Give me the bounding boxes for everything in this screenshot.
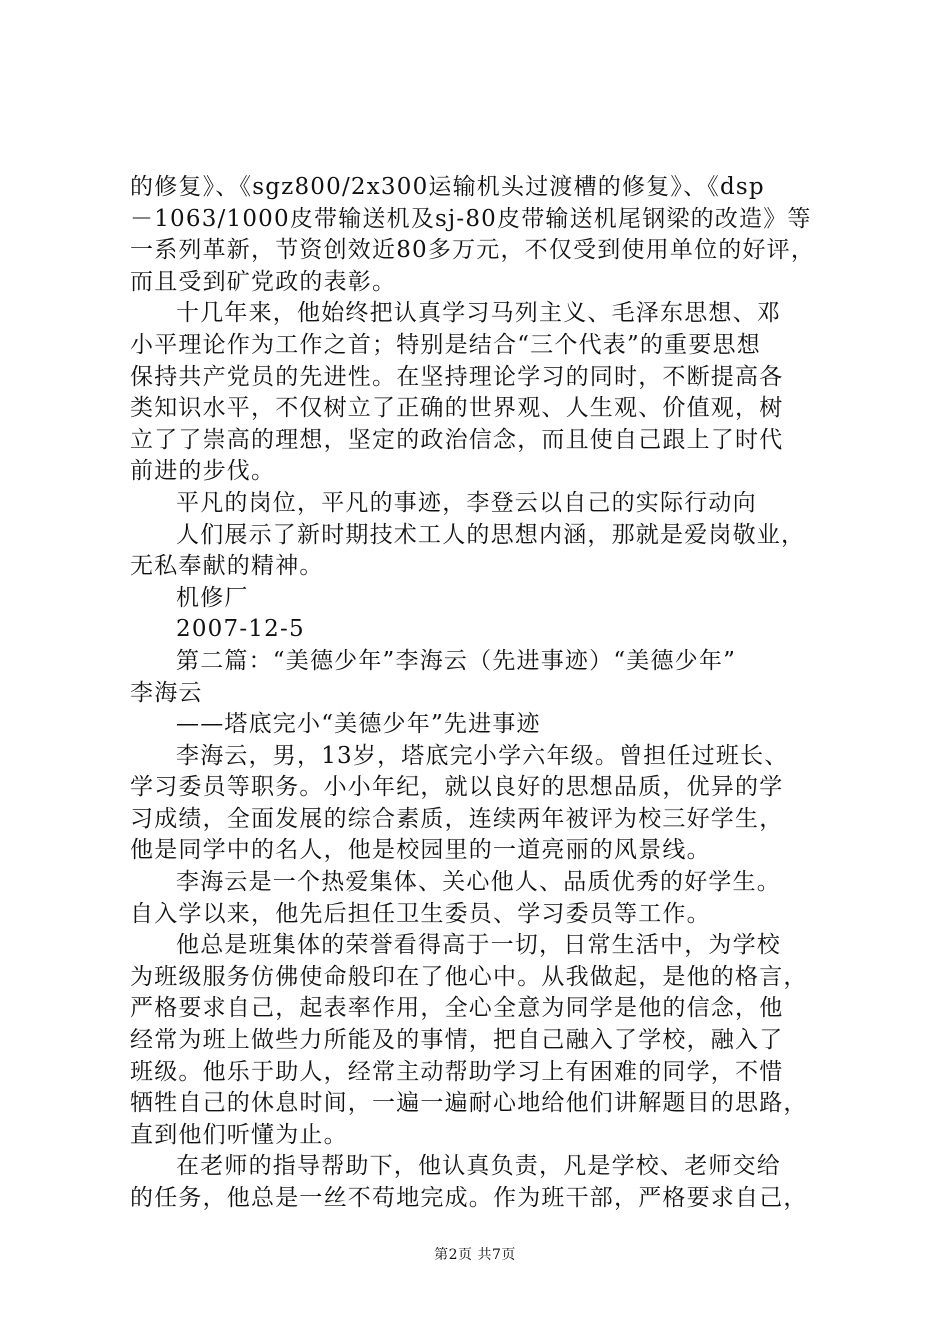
text-line: 的任务，他总是一丝不苟地完成。作为班干部，严格要求自己， [130, 1185, 808, 1211]
text-line: 习成绩，全面发展的综合素质，连续两年被评为校三好学生， [130, 805, 784, 832]
text-line: 牺牲自己的休息时间，一遍一遍耐心地给他们讲解题目的思路， [130, 1090, 808, 1117]
section-title: 李海云 [130, 679, 203, 706]
text-line: 类知识水平，不仅树立了正确的世界观、人生观、价值观，树 [130, 395, 784, 422]
signature-org: 机修厂 [176, 584, 249, 611]
text-line: 前进的步伐。 [130, 458, 276, 485]
text-line: 他是同学中的名人，他是校园里的一道亮丽的风景线。 [130, 837, 711, 864]
text-line: 无私奉献的精神。 [130, 553, 324, 580]
signature-date: 2007-12-5 [176, 616, 305, 643]
text-line: 立了了崇高的理想，坚定的政治信念，而且使自己跟上了时代 [130, 426, 784, 453]
text-line: 小平理论作为工作之首；特别是结合“三个代表”的重要思想 [130, 331, 761, 358]
text-line: －1063/1000皮带输送机及sj-80皮带输送机尾钢梁的改造》等 [130, 205, 812, 232]
text-line: 严格要求自己，起表率作用，全心全意为同学是他的信念，他 [130, 995, 784, 1022]
text-line: 在老师的指导帮助下，他认真负责，凡是学校、老师交给 [176, 1153, 781, 1180]
text-line: 直到他们听懂为止。 [130, 1121, 348, 1148]
text-line: 而且受到矿党政的表彰。 [130, 268, 397, 295]
text-line: 自入学以来，他先后担任卫生委员、学习委员等工作。 [130, 900, 711, 927]
text-line: 保持共产党员的先进性。在坚持理论学习的同时，不断提高各 [130, 363, 784, 390]
section-title: 第二篇：“美德少年”李海云（先进事迹）“美德少年” [176, 647, 737, 674]
text-line: 平凡的岗位，平凡的事迹，李登云以自己的实际行动向 [176, 489, 757, 516]
text-line: 经常为班上做些力所能及的事情，把自己融入了学校，融入了 [130, 1027, 784, 1054]
text-line: 学习委员等职务。小小年纪，就以良好的思想品质，优异的学 [130, 774, 784, 801]
page-footer: 第2页 共7页 [434, 1247, 516, 1263]
text-line: 李海云，男，13岁，塔底完小学六年级。曾担任过班长、 [176, 742, 789, 769]
text-line: 的修复》、《sgz800/2x300运输机头过渡槽的修复》、《dsp [130, 174, 765, 200]
body-text [130, 172, 830, 1215]
text-line: 他总是班集体的荣誉看得高于一切，日常生活中，为学校 [176, 932, 781, 959]
text-line: 一系列革新，节资创效近80多万元，不仅受到使用单位的好评， [130, 237, 816, 264]
text-line: 十几年来，他始终把认真学习马列主义、毛泽东思想、邓 [176, 300, 781, 327]
text-line: 李海云是一个热爱集体、关心他人、品质优秀的好学生。 [176, 869, 781, 896]
text-line: 人们展示了新时期技术工人的思想内涵，那就是爱岗敬业， [176, 521, 806, 548]
text-line: 为班级服务仿佛使命般印在了他心中。从我做起，是他的格言， [130, 963, 808, 990]
subtitle: ——塔底完小“美德少年”先进事迹 [176, 711, 541, 738]
text-line: 班级。他乐于助人，经常主动帮助学习上有困难的同学，不惜 [130, 1058, 784, 1085]
